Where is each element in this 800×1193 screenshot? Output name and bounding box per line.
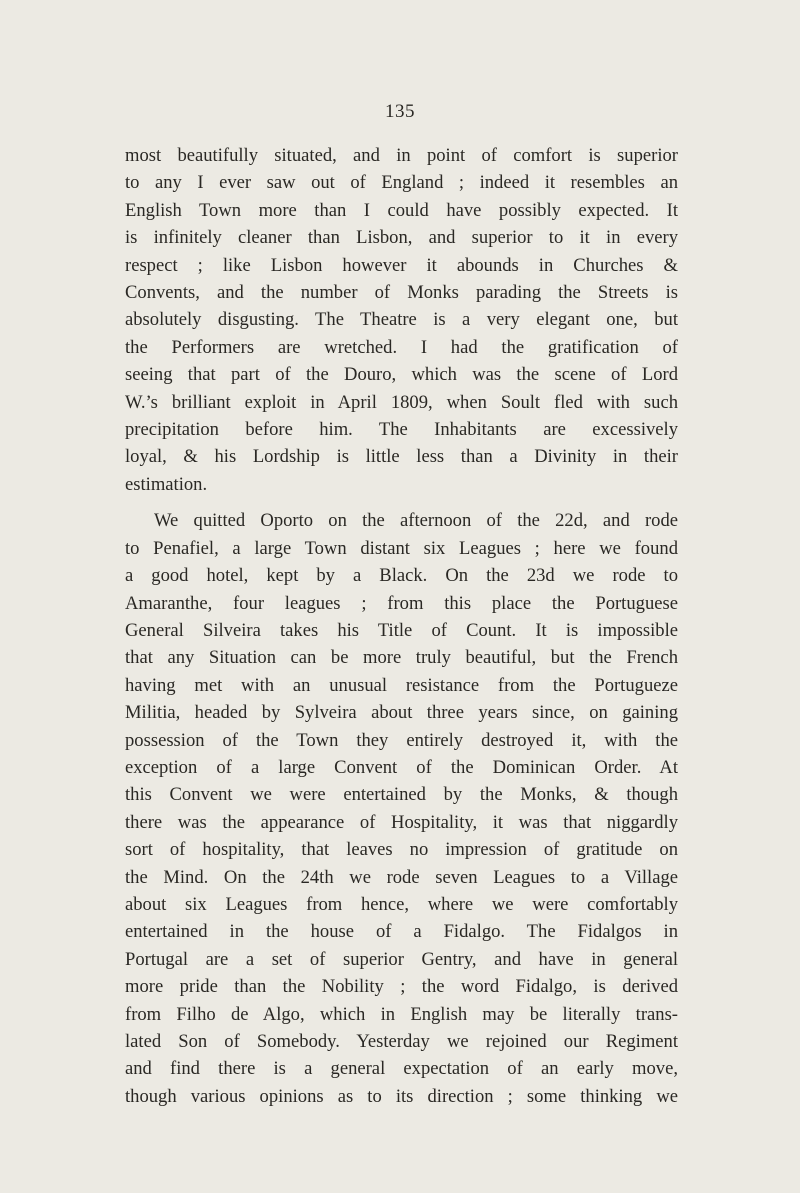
text-line: Convents, and the number of Monks parading the Streets is (125, 282, 678, 304)
text-line: respect ; like Lisbon however it abounds in Churches & (125, 254, 678, 276)
text-line: English Town more than I could have possibly expected. It (125, 199, 678, 221)
text-line: absolutely disgusting. The Theatre is a very elegant one, but (125, 309, 678, 331)
paragraph-gap (125, 498, 678, 507)
text-line: lated Son of Somebody. Yesterday we rejoined our Regiment (125, 1031, 678, 1052)
text-line: having met with an unusual resistance from the Portugueze (125, 674, 678, 696)
text-line: that any Situation can be more truly beautiful, but the French (125, 647, 678, 669)
text-line: exception of a large Convent of the Dominican Order. At (125, 756, 678, 778)
text-line: to any I ever saw out of England ; indeed it resembles an (125, 172, 678, 194)
body-text (125, 142, 678, 1110)
text-line: the Mind. On the 24th we rode seven Leagues to a Village (125, 866, 678, 888)
text-line: Militia, headed by Sylveira about three years since, on gaining (125, 702, 678, 724)
text-line: a good hotel, kept by a Black. On the 23d we rode to (125, 565, 678, 587)
text-line: Portugal are a set of superior Gentry, and have in general (125, 948, 678, 970)
text-line: the Performers are wretched. I had the gratification of (125, 336, 678, 358)
text-line: We quitted Oporto on the afternoon of the 22d, and rode (154, 510, 678, 532)
text-line: Amaranthe, four leagues ; from this place the Portuguese (125, 592, 678, 614)
text-line: seeing that part of the Douro, which was the scene of Lord (125, 364, 678, 386)
page-number: 135 (385, 101, 415, 122)
text-line: loyal, & his Lordship is little less than a Divinity in their (125, 446, 678, 468)
text-line: about six Leagues from hence, where we were comfortably (125, 893, 678, 915)
text-line: possession of the Town they entirely destroyed it, with the (125, 729, 678, 751)
text-line: precipitation before him. The Inhabitants are excessively (125, 419, 678, 441)
text-line: estimation. (125, 473, 208, 495)
text-line: there was the appearance of Hospitality, it was that niggardly (125, 811, 678, 833)
text-line: W.’s brilliant exploit in April 1809, when Soult fled with such (125, 391, 678, 413)
paragraph-1 (125, 142, 678, 498)
text-line: this Convent we were entertained by the Monks, & though (125, 784, 678, 806)
text-line: most beautifully situated, and in point of comfort is superior (125, 145, 678, 166)
text-line: and find there is a general expectation of an early move, (125, 1058, 678, 1080)
text-line: is infinitely cleaner than Lisbon, and superior to it in every (125, 227, 678, 249)
text-line: though various opinions as to its direction ; some thinking we (125, 1085, 678, 1107)
text-line: to Penafiel, a large Town distant six Leagues ; here we found (125, 537, 678, 559)
text-line: sort of hospitality, that leaves no impression of gratitude on (125, 839, 678, 861)
text-line: entertained in the house of a Fidalgo. The Fidalgos in (125, 921, 678, 943)
text-line: from Filho de Algo, which in English may be literally trans- (125, 1003, 678, 1025)
text-line: more pride than the Nobility ; the word Fidalgo, is derived (125, 976, 678, 998)
text-line: General Silveira takes his Title of Count. It is impossible (125, 619, 678, 641)
paragraph-2 (125, 507, 678, 1110)
